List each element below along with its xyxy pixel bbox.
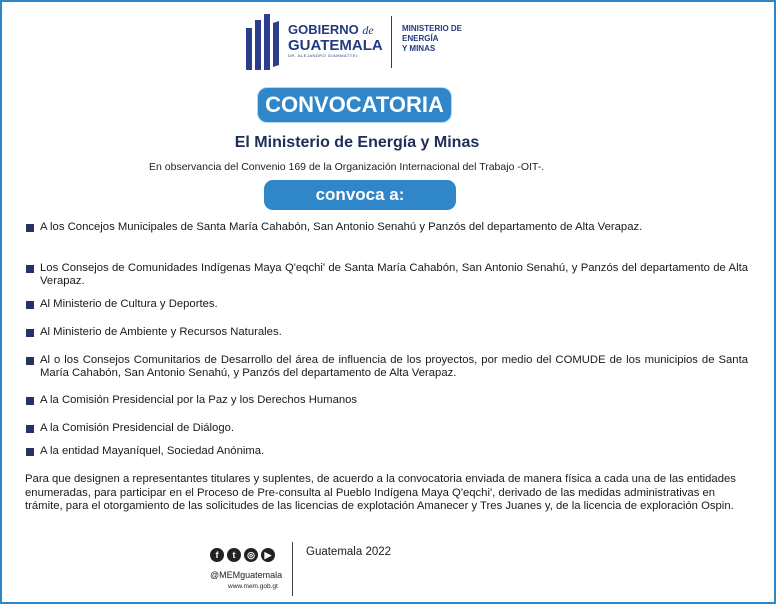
gov-line3: DR. ALEJANDRO GIAMMATTEI [288, 53, 358, 58]
social-handle: @MEMguatemala [210, 570, 283, 580]
bullet-icon [26, 224, 34, 232]
closing-paragraph: Para que designen a representantes titulares y suplentes, de acuerdo a la convocatoria enviada de manera física a cada una de las entidades enumeradas, para participar en el Proceso de Pre-consulta al Pueblo Indígena Maya Q'eqchi', derivado de las medidas administrativas en trámite, para el otorgamiento de las solicitudes de las licencias de explotación Amanecer y Tres Juanes y, de la licencia de exploración Ospin. [25, 473, 736, 512]
gov-line1: GOBIERNO [288, 22, 359, 37]
bullet-icon [26, 357, 34, 365]
list-item-text: A la Comisión Presidencial por la Paz y los Derechos Humanos [40, 394, 358, 406]
list-item-text: A la Comisión Presidencial de Diálogo. [40, 422, 235, 434]
header-divider [391, 16, 392, 68]
date: Guatemala 2022 [306, 546, 392, 558]
list-item-text: A la entidad Mayaníquel, Sociedad Anónima. [40, 445, 265, 457]
youtube-icon[interactable]: ▶ [261, 548, 275, 562]
bullet-icon [26, 397, 34, 405]
bullet-icon [26, 265, 34, 273]
list-item-text: A los Concejos Municipales de Santa María Cahabón, San Antonio Senahú y Panzós del departamento de Alta Verapaz. [40, 221, 643, 233]
list-item [26, 262, 748, 288]
footer-divider [292, 542, 293, 596]
title-banner: CONVOCATORIA [258, 88, 451, 122]
list-item [26, 354, 748, 380]
list-item [26, 394, 357, 407]
list-item [26, 298, 218, 311]
bullet-icon [26, 301, 34, 309]
subtitle: El Ministerio de Energía y Minas [234, 134, 480, 151]
list-item [26, 422, 234, 435]
list-item [26, 221, 642, 234]
bullet-icon [26, 425, 34, 433]
list-item-text: Los Consejos de Comunidades Indígenas Maya Q'eqchi' de Santa María Cahabón, San Antonio Senahú, y Panzós del departamento de Alta Verapaz. [40, 262, 748, 287]
website[interactable]: www.mem.gob.gt [228, 583, 278, 590]
ministry-line3: Y MINAS [402, 44, 436, 53]
social-icons [210, 548, 275, 562]
list-item-text: Al Ministerio de Cultura y Deportes. [40, 298, 218, 310]
ministry-line2: ENERGÍA [402, 34, 439, 43]
gov-line2: GUATEMALA [288, 37, 383, 54]
bullet-icon [26, 448, 34, 456]
twitter-icon[interactable]: t [227, 548, 241, 562]
list-item [26, 326, 282, 339]
header-logo [246, 10, 486, 72]
list-item-text: Al Ministerio de Ambiente y Recursos Naturales. [40, 326, 282, 338]
convoca-banner: convoca a: [264, 180, 456, 210]
ministry-name [402, 24, 462, 54]
list-item-text: Al o los Consejos Comunitarios de Desarrollo del área de influencia de los proyectos, por medio del COMUDE de los municipios de Santa María Cahabón, San Antonio Senahú, y Panzós del departamento de Alta Verapaz. [40, 354, 748, 379]
facebook-icon[interactable]: f [210, 548, 224, 562]
government-emblem-icon [246, 14, 282, 70]
list-item [26, 445, 264, 458]
bullet-icon [26, 329, 34, 337]
instagram-icon[interactable]: ◎ [244, 548, 258, 562]
government-wordmark [288, 22, 383, 58]
footer [210, 546, 400, 596]
convention-note: En observancia del Convenio 169 de la Organización Internacional del Trabajo -OIT-. [149, 161, 545, 173]
gov-de: de [362, 23, 374, 37]
ministry-line1: MINISTERIO DE [402, 24, 463, 33]
